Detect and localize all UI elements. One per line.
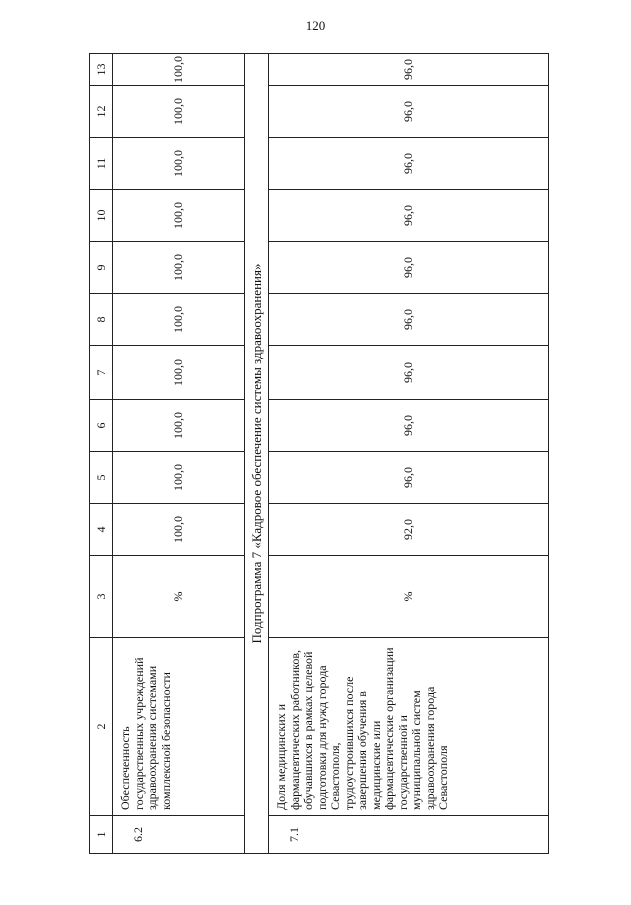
unit-cell: %	[269, 556, 549, 638]
row-number: 6.2	[113, 816, 245, 854]
value-cell: 100,0	[113, 452, 245, 504]
value-cell: 96,0	[269, 400, 549, 452]
column-header: 4	[90, 504, 113, 556]
column-header: 11	[90, 138, 113, 190]
value-cell: 96,0	[269, 294, 549, 346]
value-cell: 100,0	[113, 138, 245, 190]
subprogram-row	[245, 54, 269, 854]
value-cell: 96,0	[269, 54, 549, 86]
header-row	[90, 54, 113, 854]
table-row	[269, 54, 549, 854]
value-cell: 96,0	[269, 346, 549, 400]
value-cell: 100,0	[113, 190, 245, 242]
row-number: 7.1	[269, 816, 549, 854]
column-header: 13	[90, 54, 113, 86]
value-cell: 96,0	[269, 452, 549, 504]
value-cell: 100,0	[113, 400, 245, 452]
column-header: 7	[90, 346, 113, 400]
indicators-table	[89, 53, 549, 854]
column-header: 5	[90, 452, 113, 504]
column-header: 9	[90, 242, 113, 294]
value-cell: 100,0	[113, 504, 245, 556]
value-cell: 96,0	[269, 86, 549, 138]
column-header: 2	[90, 638, 113, 816]
value-cell: 96,0	[269, 242, 549, 294]
value-cell: 100,0	[113, 86, 245, 138]
value-cell: 100,0	[113, 54, 245, 86]
subprogram-title: Подпрограмма 7 «Кадровое обеспечение системы здравоохранения»	[245, 54, 269, 854]
unit-cell: %	[113, 556, 245, 638]
value-cell: 96,0	[269, 138, 549, 190]
rotated-table-wrapper	[89, 54, 547, 854]
column-header: 3	[90, 556, 113, 638]
column-header: 10	[90, 190, 113, 242]
column-header: 6	[90, 400, 113, 452]
value-cell: 92,0	[269, 504, 549, 556]
column-header: 8	[90, 294, 113, 346]
table-row	[113, 54, 245, 854]
value-cell: 96,0	[269, 190, 549, 242]
value-cell: 100,0	[113, 242, 245, 294]
page-number: 120	[305, 18, 326, 33]
column-header: 1	[90, 816, 113, 854]
indicator-name: Доля медицинских и фармацевтических работников, обучавшихся в рамках целевой подготовки для нужд города Севастополя, трудоустроившихся после завершения обучения в медицинские или фармацевтические организации государственной и муниципальной систем здравоохранения города Севастополя	[269, 638, 549, 816]
value-cell: 100,0	[113, 346, 245, 400]
indicator-name: Обеспеченность государственных учреждений здравоохранения системами комплексной безопасности	[113, 638, 245, 816]
value-cell: 100,0	[113, 294, 245, 346]
column-header: 12	[90, 86, 113, 138]
